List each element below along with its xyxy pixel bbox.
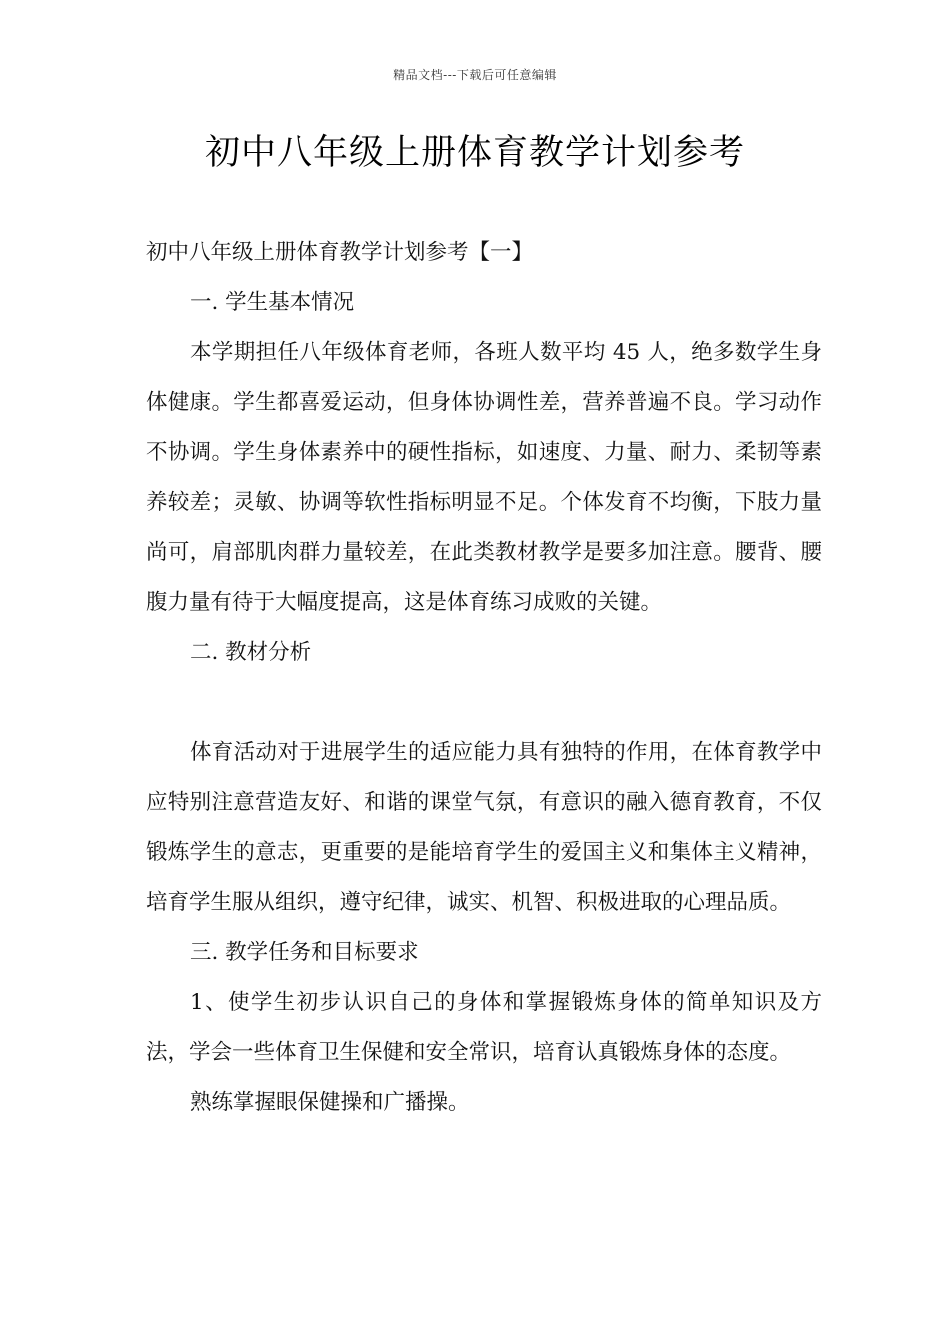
section-heading-3: 三. 教学任务和目标要求 — [190, 940, 419, 965]
section-heading-2: 二. 教材分析 — [190, 640, 312, 665]
paragraph: 本学期担任八年级体育老师，各班人数平均 45 人，绝多数学生身体健康。学生都喜爱运动，但身体协调性差，营养普遍不良。学习动作不协调。学生身体素养中的硬性指标，如速度、力量、耐力、柔韧等素养较差；灵敏、协调等软性指标明显不足。个体发育不均衡，下肢力量尚可，肩部肌肉群力量较差，在此类教材教学是要多加注意。腰背、腰腹力量有待于大幅度提高，这是体育练习成败的关键。 — [146, 340, 822, 615]
blank-line — [146, 678, 822, 728]
part-heading: 初中八年级上册体育教学计划参考【一】 — [146, 240, 534, 265]
paragraph: 体育活动对于进展学生的适应能力具有独特的作用，在体育教学中应特别注意营造友好、和谐的课堂气氛，有意识的融入德育教育，不仅锻炼学生的意志，更重要的是能培育学生的爱国主义和集体主义精神，培育学生服从组织，遵守纪律，诚实、机智、积极进取的心理品质。 — [146, 740, 822, 915]
header-note: 精品文档---下载后可任意编辑 — [393, 68, 557, 82]
paragraph: 熟练掌握眼保健操和广播操。 — [190, 1090, 470, 1115]
document-body — [146, 228, 822, 1128]
paragraph: 1、使学生初步认识自己的身体和掌握锻炼身体的简单知识及方法，学会一些体育卫生保健和安全常识，培育认真锻炼身体的态度。 — [146, 990, 822, 1065]
section-heading-1: 一. 学生基本情况 — [190, 290, 355, 315]
document-title: 初中八年级上册体育教学计划参考 — [204, 133, 745, 173]
